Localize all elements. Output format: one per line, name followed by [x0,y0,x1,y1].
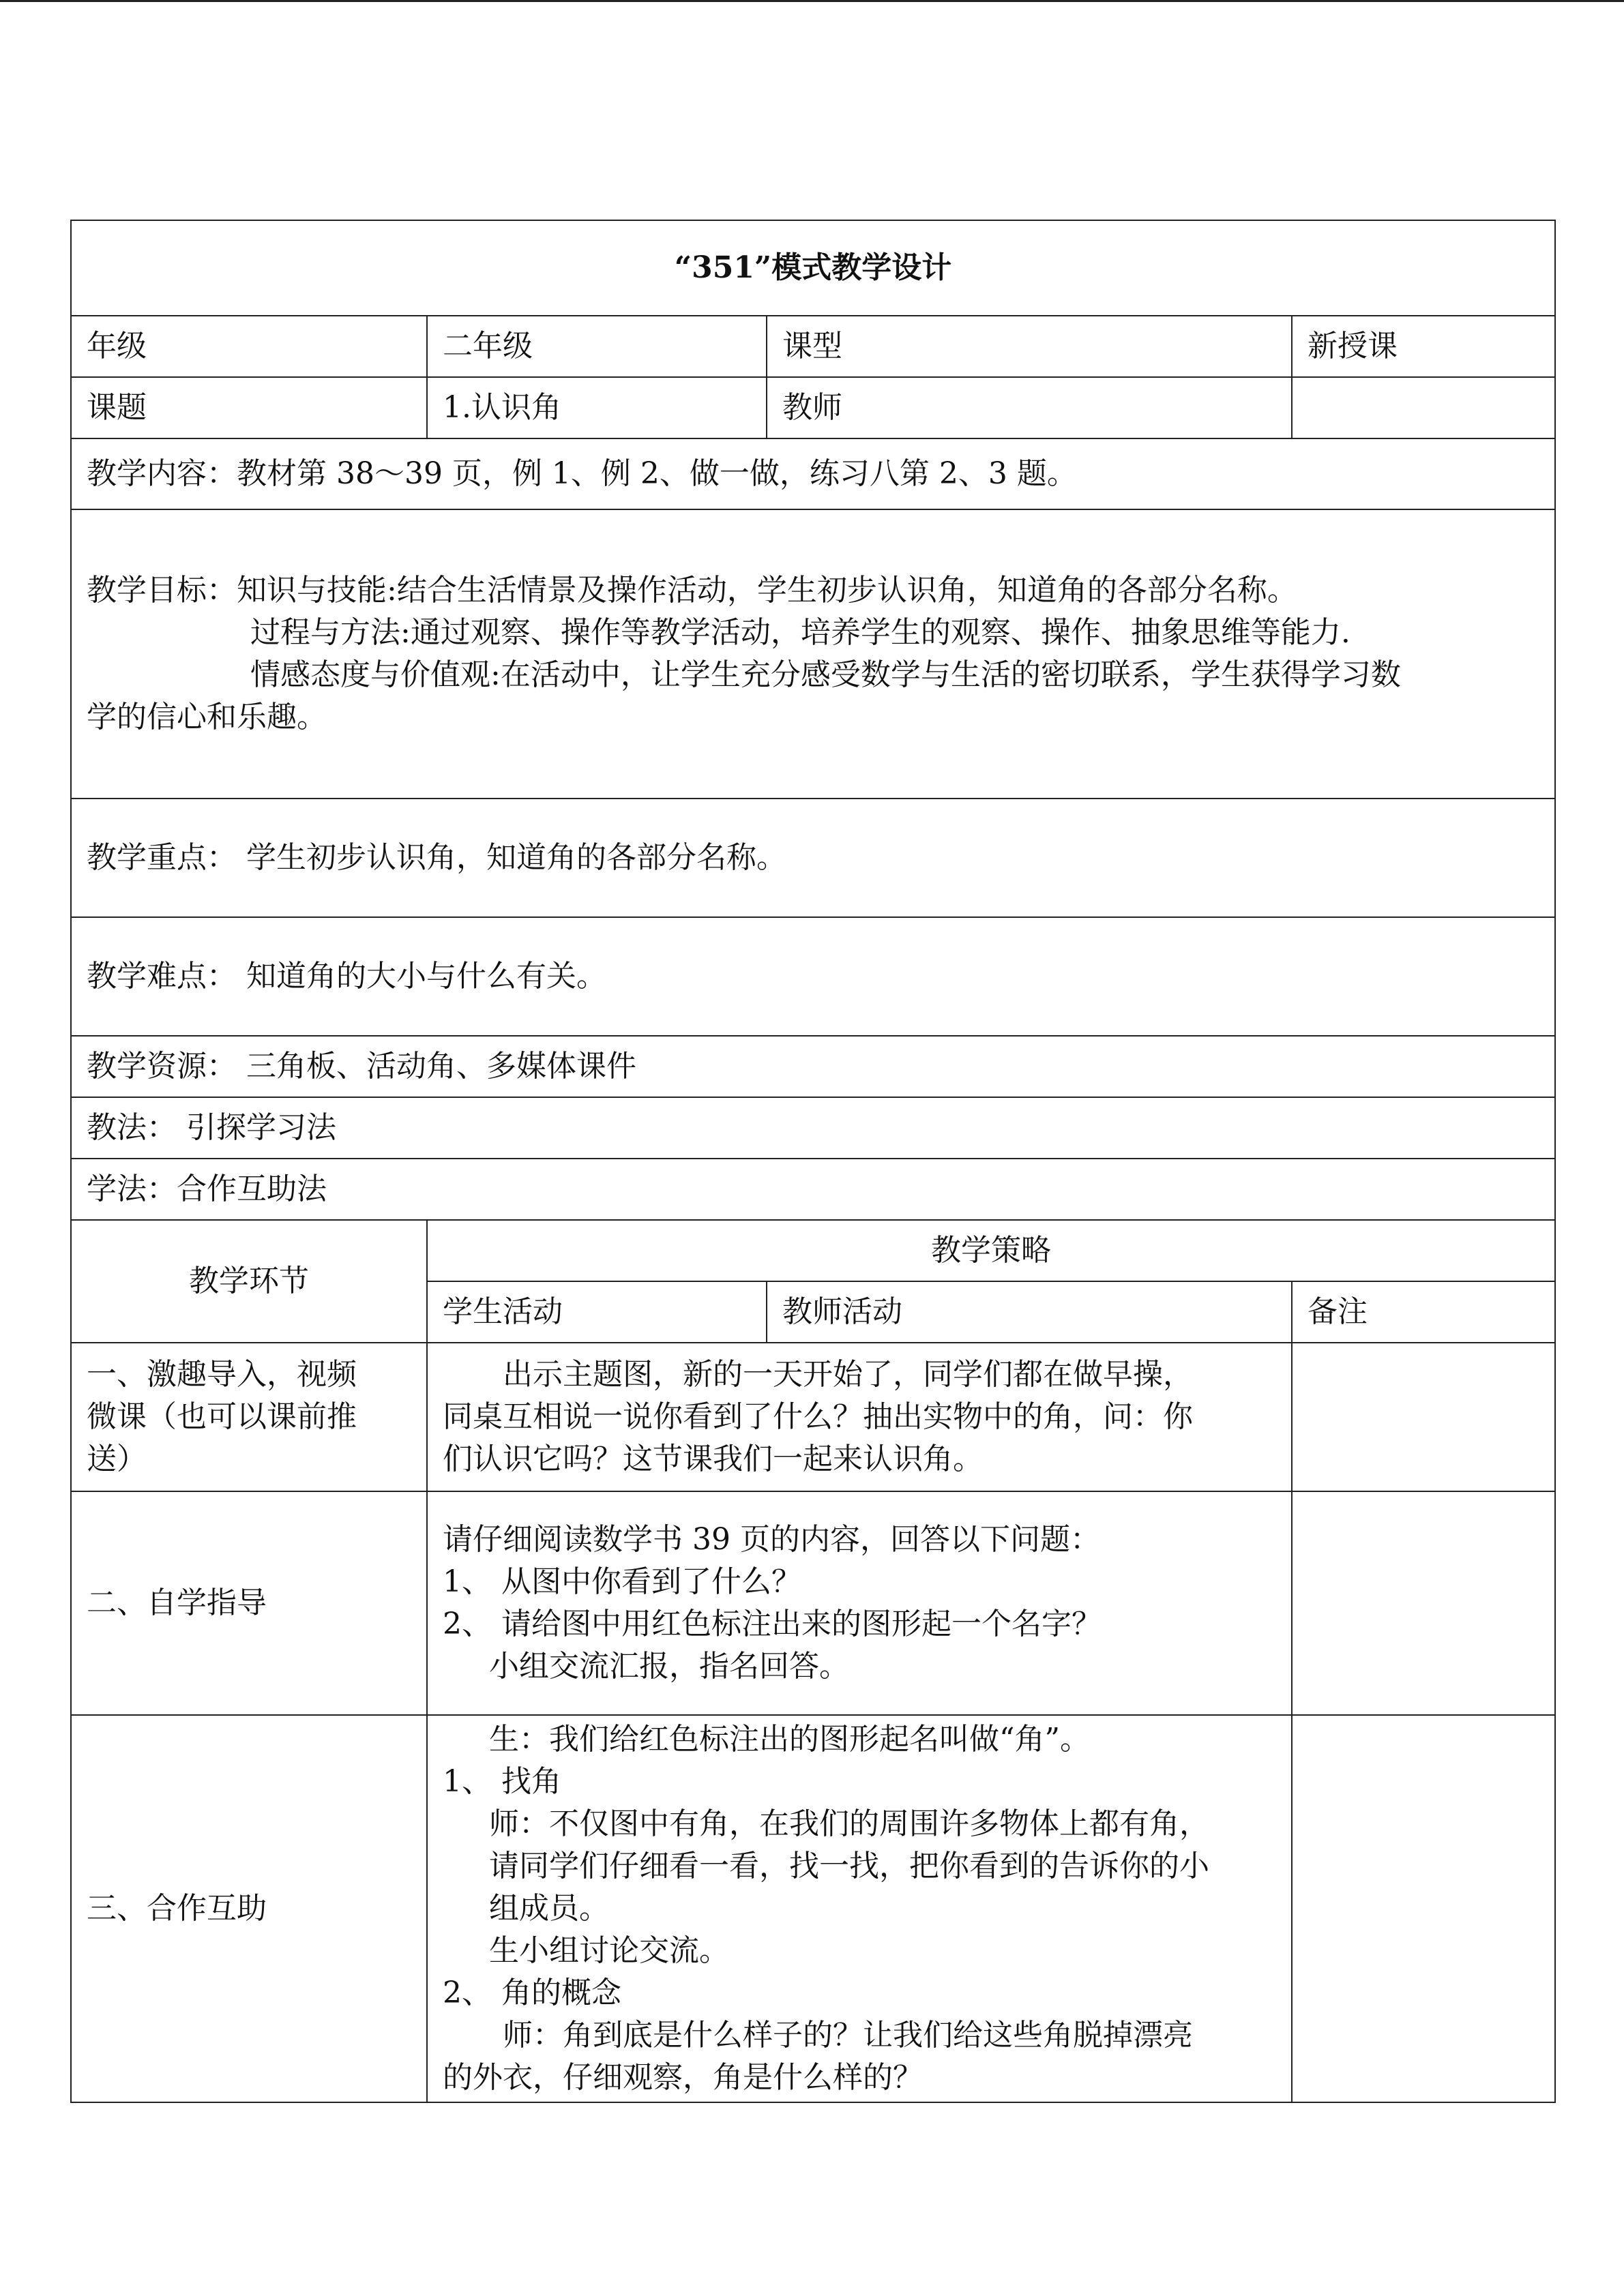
learning-method-row [71,1159,1555,1220]
stage-cell-1 [71,1343,427,1491]
student-activity-header: 学生活动 [427,1281,767,1343]
activity-3-line-8: 师：角到底是什么样子的？让我们给这些角脱掉漂亮 [503,2018,1193,2053]
activity-3-line-9: 的外衣，仔细观察，角是什么样的？ [443,2060,923,2095]
teaching-method-row [71,1097,1555,1159]
teaching-resources: 教学资源： 三角板、活动角、多媒体课件 [71,1036,1555,1097]
note-cell-1 [1292,1343,1555,1491]
topic-value: 1.认识角 [427,377,767,438]
stage-row-3 [71,1715,1555,2102]
stage-1-line-1: 一、激趣导入，视频 [87,1357,357,1392]
difficulty-row [71,917,1555,1036]
teaching-content: 教学内容：教材第 38～39 页，例 1、例 2、做一做，练习八第 2、3 题。 [71,438,1555,509]
note-cell-3 [1292,1715,1555,2102]
activity-3-line-1: 生：我们给红色标注出的图形起名叫做“角”。 [489,1722,1090,1757]
content-row [71,438,1555,509]
activity-3-line-6: 生小组讨论交流。 [489,1933,729,1968]
page-title: “351”模式教学设计 [71,220,1555,316]
stage-1-line-3: 送） [87,1442,147,1476]
activity-2-line-4: 小组交流汇报，指名回答。 [489,1649,849,1684]
activity-3-line-4: 请同学们仔细看一看，找一找，把你看到的告诉你的小 [489,1849,1209,1883]
objective-line-3: 情感态度与价值观:在活动中，让学生充分感受数学与生活的密切联系，学生获得学习数 [250,657,1401,692]
stage-cell-3: 三、合作互助 [71,1715,427,2102]
activity-1-line-2: 同桌互相说一说你看到了什么？抽出实物中的角，问：你 [443,1399,1193,1434]
resources-row [71,1036,1555,1097]
activity-2-line-1: 请仔细阅读数学书 39 页的内容，回答以下问题： [443,1522,1100,1557]
activity-1-line-1: 出示主题图，新的一天开始了，同学们都在做早操， [503,1357,1193,1392]
teacher-activity-header: 教师活动 [767,1281,1292,1343]
strategy-header: 教学策略 [427,1220,1555,1281]
objectives-row [71,509,1555,799]
activity-cell-2 [427,1491,1292,1715]
grade-row [71,316,1555,377]
topic-row [71,377,1555,438]
title-row [71,220,1555,316]
stage-row-2 [71,1491,1555,1715]
note-header: 备注 [1292,1281,1555,1343]
page-top-border [0,0,1624,2]
activity-1-line-3: 们认识它吗？这节课我们一起来认识角。 [443,1442,983,1476]
stage-row-1 [71,1343,1555,1491]
stage-cell-2: 二、自学指导 [71,1491,427,1715]
lesson-plan-table [70,220,1556,2103]
activity-2-line-2: 1、 从图中你看到了什么？ [443,1564,801,1599]
teaching-method: 教法： 引探学习法 [71,1097,1555,1159]
teacher-value [1292,377,1555,438]
grade-value: 二年级 [427,316,767,377]
activity-3-line-5: 组成员。 [489,1891,609,1926]
objective-line-1: 教学目标：知识与技能:结合生活情景及操作活动，学生初步认识角，知道角的各部分名称。 [87,573,1297,608]
type-value: 新授课 [1292,316,1555,377]
strategy-header-row [71,1220,1555,1281]
teacher-label: 教师 [767,377,1292,438]
key-point-row [71,799,1555,917]
activity-cell-3 [427,1715,1292,2102]
activity-cell-1 [427,1343,1292,1491]
type-label: 课型 [767,316,1292,377]
activity-3-line-3: 师：不仅图中有角，在我们的周围许多物体上都有角， [489,1806,1209,1841]
activity-3-line-2: 1、 找角 [443,1764,561,1799]
teaching-objectives [71,509,1555,799]
objective-line-4: 学的信心和乐趣。 [87,700,327,734]
teaching-difficulty: 教学难点： 知道角的大小与什么有关。 [71,917,1555,1036]
stage-1-line-2: 微课（也可以课前推 [87,1399,357,1434]
learning-method: 学法：合作互助法 [71,1159,1555,1220]
activity-3-line-7: 2、 角的概念 [443,1976,621,2010]
grade-label: 年级 [71,316,427,377]
teaching-key-point: 教学重点： 学生初步认识角，知道角的各部分名称。 [71,799,1555,917]
stage-header: 教学环节 [71,1220,427,1343]
note-cell-2 [1292,1491,1555,1715]
topic-label: 课题 [71,377,427,438]
objective-line-2: 过程与方法:通过观察、操作等教学活动，培养学生的观察、操作、抽象思维等能力. [250,615,1350,650]
activity-2-line-3: 2、 请给图中用红色标注出来的图形起一个名字？ [443,1607,1102,1641]
